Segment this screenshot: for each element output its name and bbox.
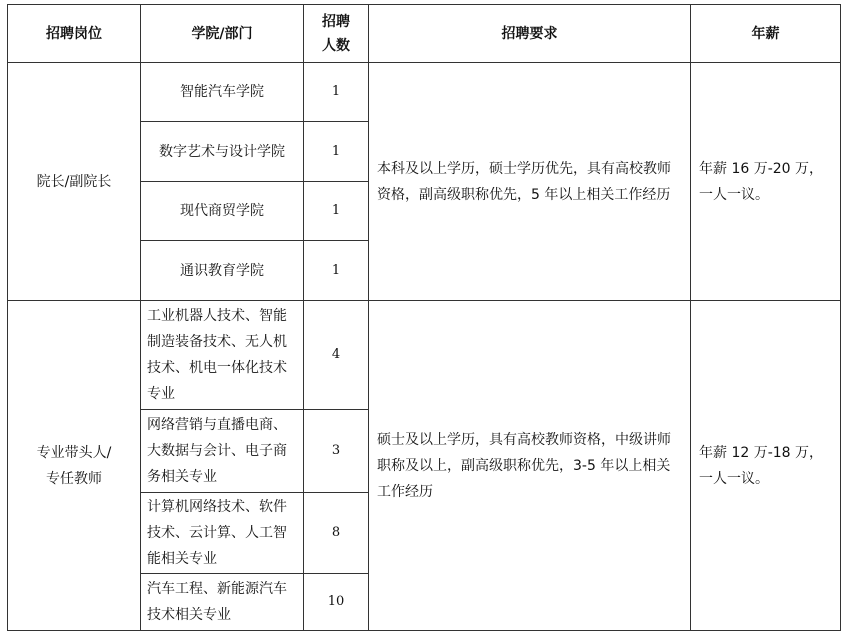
department-cell: 汽车工程、新能源汽车技术相关专业 <box>141 574 304 631</box>
count-cell: 1 <box>304 241 369 301</box>
salary-cell: 年薪 16 万-20 万，一人一议。 <box>691 63 841 301</box>
count-cell: 3 <box>304 410 369 493</box>
header-requirements: 招聘要求 <box>369 5 691 63</box>
header-count-line2: 人数 <box>322 37 350 54</box>
header-position: 招聘岗位 <box>8 5 141 63</box>
position-cell: 专业带头人/专任教师 <box>8 301 141 631</box>
department-cell: 工业机器人技术、智能制造装备技术、无人机技术、机电一体化技术专业 <box>141 301 304 410</box>
count-cell: 1 <box>304 122 369 182</box>
position-cell: 院长/副院长 <box>8 63 141 301</box>
header-count-line1: 招聘 <box>322 13 350 30</box>
department-cell: 网络营销与直播电商、大数据与会计、电子商务相关专业 <box>141 410 304 493</box>
department-cell: 智能汽车学院 <box>141 63 304 122</box>
header-salary: 年薪 <box>691 5 841 63</box>
header-count <box>304 5 369 63</box>
table-row <box>8 63 841 122</box>
table-row <box>8 301 841 410</box>
count-cell: 8 <box>304 493 369 574</box>
header-row <box>8 5 841 63</box>
department-cell: 通识教育学院 <box>141 241 304 301</box>
department-cell: 现代商贸学院 <box>141 182 304 241</box>
header-department: 学院/部门 <box>141 5 304 63</box>
requirements-cell: 本科及以上学历，硕士学历优先，具有高校教师资格，副高级职称优先，5 年以上相关工作经历 <box>369 63 691 301</box>
count-cell: 4 <box>304 301 369 410</box>
department-cell: 计算机网络技术、软件技术、云计算、人工智能相关专业 <box>141 493 304 574</box>
salary-cell: 年薪 12 万-18 万，一人一议。 <box>691 301 841 631</box>
recruitment-table <box>7 4 841 631</box>
count-cell: 1 <box>304 63 369 122</box>
department-cell: 数字艺术与设计学院 <box>141 122 304 182</box>
count-cell: 10 <box>304 574 369 631</box>
count-cell: 1 <box>304 182 369 241</box>
requirements-cell: 硕士及以上学历，具有高校教师资格，中级讲师职称及以上，副高级职称优先，3-5 年以上相关工作经历 <box>369 301 691 631</box>
